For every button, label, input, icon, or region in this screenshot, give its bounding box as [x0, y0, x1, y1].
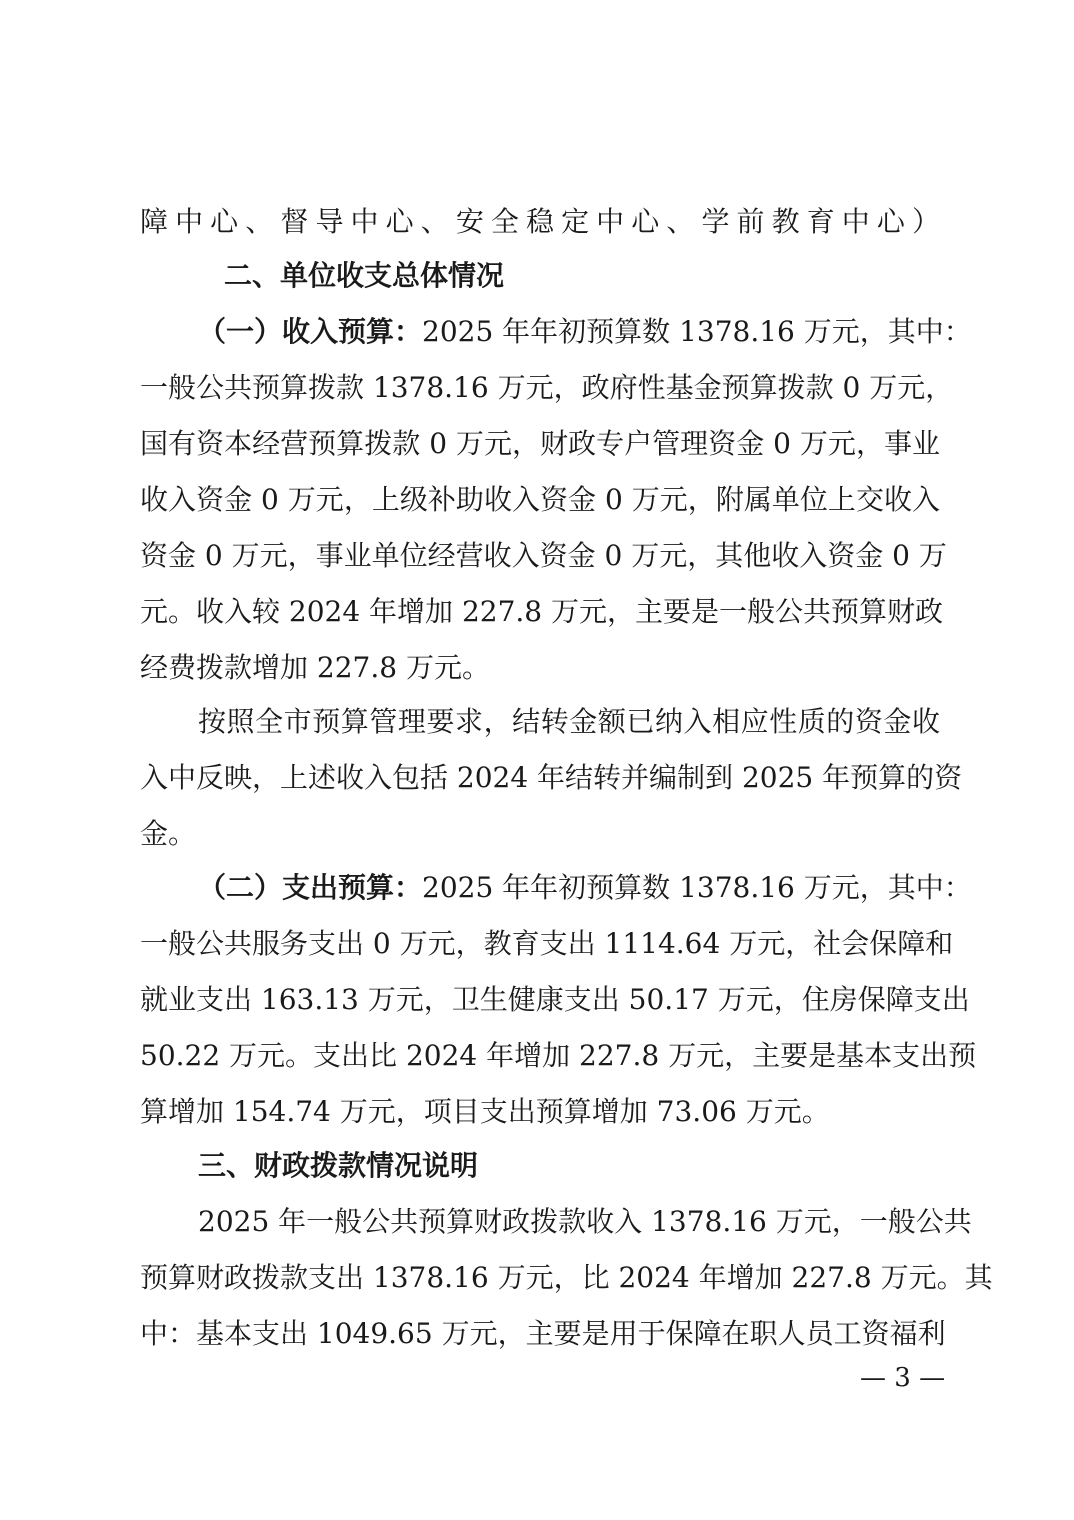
income-line-2: 一般公共预算拨款 1378.16 万元，政府性基金预算拨款 0 万元，: [140, 371, 954, 404]
section-heading-2: 二、单位收支总体情况: [224, 259, 505, 292]
income-line-5: 资金 0 万元，事业单位经营收入资金 0 万元，其他收入资金 0 万: [140, 539, 947, 572]
income-line-7: 经费拨款增加 227.8 万元。: [140, 651, 490, 684]
carryover-line-2: 入中反映，上述收入包括 2024 年结转并编制到 2025 年预算的资: [140, 761, 963, 794]
income-line-1-text: 2025 年年初预算数 1378.16 万元，其中：: [422, 315, 972, 348]
page-number: — 3 —: [860, 1363, 946, 1393]
income-line-6: 元。收入较 2024 年增加 227.8 万元，主要是一般公共预算财政: [140, 595, 944, 628]
expense-line-1-text: 2025 年年初预算数 1378.16 万元，其中：: [422, 871, 972, 904]
expense-line-4: 50.22 万元。支出比 2024 年增加 227.8 万元，主要是基本支出预: [140, 1039, 977, 1072]
fiscal-line-3: 中：基本支出 1049.65 万元，主要是用于保障在职人员工资福利: [140, 1317, 946, 1350]
expense-line-5: 算增加 154.74 万元，项目支出预算增加 73.06 万元。: [140, 1095, 830, 1128]
income-label: （一）收入预算：: [198, 315, 423, 348]
fiscal-line-1: 2025 年一般公共预算财政拨款收入 1378.16 万元，一般公共: [198, 1205, 972, 1238]
expense-label: （二）支出预算：: [198, 871, 423, 904]
expense-line-2: 一般公共服务支出 0 万元，教育支出 1114.64 万元，社会保障和: [140, 927, 954, 960]
expense-line-1: [140, 866, 972, 910]
expense-line-3: 就业支出 163.13 万元，卫生健康支出 50.17 万元，住房保障支出: [140, 983, 970, 1016]
carryover-line-3: 金。: [140, 817, 197, 850]
section-heading-3: 三、财政拨款情况说明: [198, 1149, 479, 1182]
income-line-1: [140, 310, 972, 354]
income-line-4: 收入资金 0 万元，上级补助收入资金 0 万元，附属单位上交收入: [140, 483, 940, 516]
carryover-line-1: 按照全市预算管理要求，结转金额已纳入相应性质的资金收: [198, 705, 940, 738]
income-line-3: 国有资本经营预算拨款 0 万元，财政专户管理资金 0 万元，事业: [140, 427, 940, 460]
fiscal-line-2: 预算财政拨款支出 1378.16 万元，比 2024 年增加 227.8 万元。其: [140, 1261, 993, 1294]
body-line: 障中心、督导中心、安全稳定中心、学前教育中心）: [140, 205, 940, 238]
